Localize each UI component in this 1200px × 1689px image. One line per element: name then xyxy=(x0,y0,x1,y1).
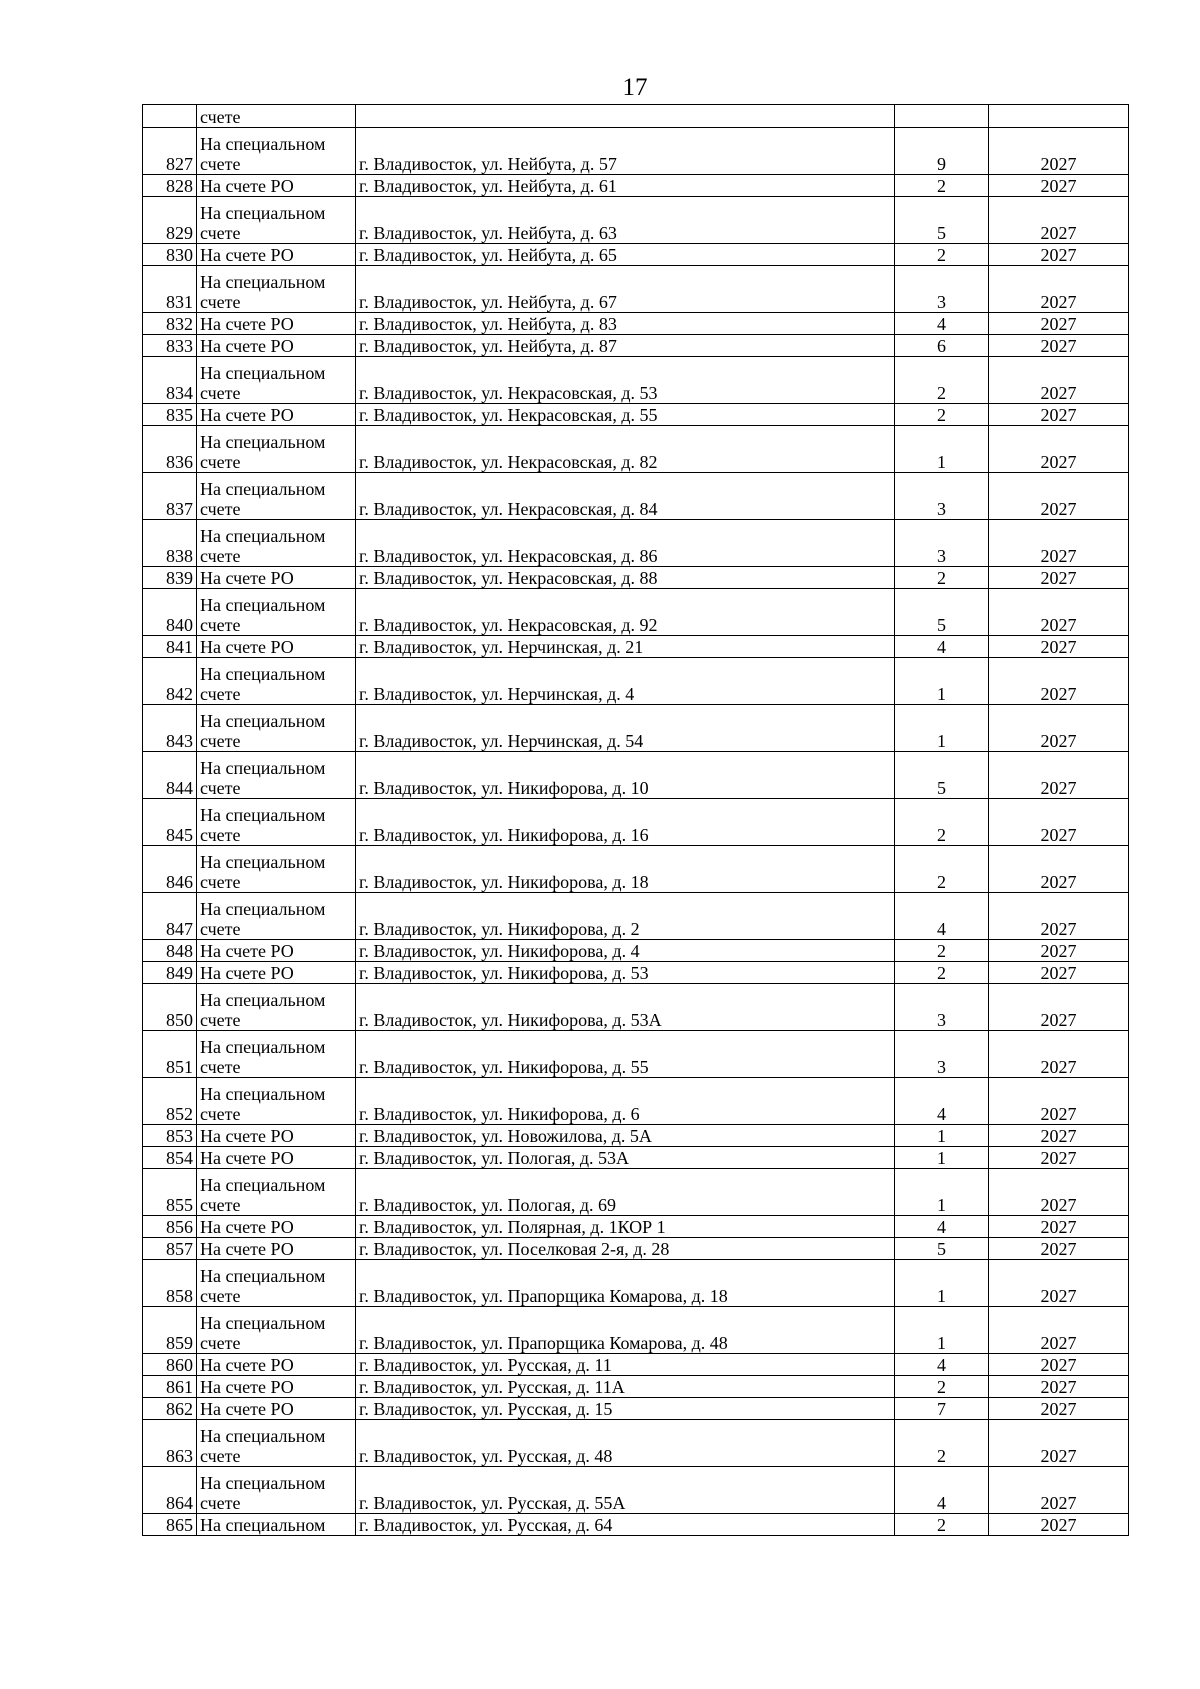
building-address-cell: г. Владивосток, ул. Пологая, д. 53А xyxy=(356,1147,895,1169)
table-row xyxy=(143,1420,1129,1467)
funding-method-cell: На счете РО xyxy=(197,1398,356,1420)
row-number-cell: 843 xyxy=(143,705,197,752)
table-row xyxy=(143,984,1129,1031)
table-row xyxy=(143,1260,1129,1307)
quantity-cell: 5 xyxy=(895,589,989,636)
quantity-cell: 5 xyxy=(895,752,989,799)
quantity-cell: 3 xyxy=(895,266,989,313)
table-row xyxy=(143,266,1129,313)
row-number-cell: 845 xyxy=(143,799,197,846)
row-number-cell: 832 xyxy=(143,313,197,335)
planned-year-cell: 2027 xyxy=(989,1031,1129,1078)
row-number-cell: 854 xyxy=(143,1147,197,1169)
quantity-cell: 2 xyxy=(895,940,989,962)
page-number: 17 xyxy=(622,74,648,101)
quantity-cell: 2 xyxy=(895,404,989,426)
building-address-cell: г. Владивосток, ул. Русская, д. 15 xyxy=(356,1398,895,1420)
quantity-cell: 1 xyxy=(895,658,989,705)
building-address-cell: г. Владивосток, ул. Никифорова, д. 16 xyxy=(356,799,895,846)
building-address-cell: г. Владивосток, ул. Новожилова, д. 5А xyxy=(356,1125,895,1147)
table-row xyxy=(143,1514,1129,1536)
row-number-cell: 848 xyxy=(143,940,197,962)
funding-method-cell: На специальном счете xyxy=(197,752,356,799)
building-address-cell: г. Владивосток, ул. Никифорова, д. 18 xyxy=(356,846,895,893)
row-number-cell: 856 xyxy=(143,1216,197,1238)
building-address-cell: г. Владивосток, ул. Прапорщика Комарова, д. 18 xyxy=(356,1260,895,1307)
table-row xyxy=(143,520,1129,567)
funding-method-cell: На специальном счете xyxy=(197,1078,356,1125)
building-address-cell: г. Владивосток, ул. Пологая, д. 69 xyxy=(356,1169,895,1216)
funding-method-cell: На специальном счете xyxy=(197,799,356,846)
planned-year-cell: 2027 xyxy=(989,1238,1129,1260)
planned-year-cell: 2027 xyxy=(989,1514,1129,1536)
building-address-cell: г. Владивосток, ул. Некрасовская, д. 53 xyxy=(356,357,895,404)
table-row xyxy=(143,962,1129,984)
funding-method-cell: На специальном счете xyxy=(197,1031,356,1078)
building-address-cell: г. Владивосток, ул. Прапорщика Комарова, д. 48 xyxy=(356,1307,895,1354)
building-address-cell: г. Владивосток, ул. Русская, д. 11А xyxy=(356,1376,895,1398)
row-number-cell: 840 xyxy=(143,589,197,636)
building-address-cell: г. Владивосток, ул. Никифорова, д. 2 xyxy=(356,893,895,940)
quantity-cell: 4 xyxy=(895,1216,989,1238)
building-address-cell: г. Владивосток, ул. Русская, д. 11 xyxy=(356,1354,895,1376)
table-row xyxy=(143,705,1129,752)
planned-year-cell: 2027 xyxy=(989,846,1129,893)
table-row xyxy=(143,335,1129,357)
planned-year-cell: 2027 xyxy=(989,1420,1129,1467)
building-address-cell: г. Владивосток, ул. Нейбута, д. 61 xyxy=(356,175,895,197)
funding-method-cell: На счете РО xyxy=(197,1238,356,1260)
planned-year-cell: 2027 xyxy=(989,197,1129,244)
funding-method-cell: На счете РО xyxy=(197,940,356,962)
row-number-cell: 831 xyxy=(143,266,197,313)
registry-table-body xyxy=(143,105,1129,1536)
building-address-cell: г. Владивосток, ул. Никифорова, д. 53А xyxy=(356,984,895,1031)
building-address-cell: г. Владивосток, ул. Некрасовская, д. 86 xyxy=(356,520,895,567)
funding-method-cell: На специальном счете xyxy=(197,893,356,940)
funding-method-cell: На счете РО xyxy=(197,636,356,658)
planned-year-cell: 2027 xyxy=(989,1078,1129,1125)
funding-method-cell: На счете РО xyxy=(197,1125,356,1147)
row-number-cell: 861 xyxy=(143,1376,197,1398)
quantity-cell: 6 xyxy=(895,335,989,357)
building-address-cell: г. Владивосток, ул. Русская, д. 64 xyxy=(356,1514,895,1536)
quantity-cell: 3 xyxy=(895,1031,989,1078)
table-row xyxy=(143,658,1129,705)
table-row xyxy=(143,1125,1129,1147)
building-address-cell: г. Владивосток, ул. Нерчинская, д. 21 xyxy=(356,636,895,658)
funding-method-cell: На счете РО xyxy=(197,1354,356,1376)
building-address-cell: г. Владивосток, ул. Поселковая 2-я, д. 28 xyxy=(356,1238,895,1260)
building-address-cell xyxy=(356,105,895,128)
planned-year-cell: 2027 xyxy=(989,175,1129,197)
funding-method-cell: На специальном счете xyxy=(197,197,356,244)
table-row xyxy=(143,846,1129,893)
quantity-cell: 4 xyxy=(895,1467,989,1514)
row-number-cell: 859 xyxy=(143,1307,197,1354)
building-address-cell: г. Владивосток, ул. Некрасовская, д. 55 xyxy=(356,404,895,426)
quantity-cell: 2 xyxy=(895,175,989,197)
table-row xyxy=(143,105,1129,128)
funding-method-cell: На специальном счете xyxy=(197,589,356,636)
row-number-cell: 839 xyxy=(143,567,197,589)
quantity-cell: 9 xyxy=(895,128,989,175)
building-address-cell: г. Владивосток, ул. Некрасовская, д. 92 xyxy=(356,589,895,636)
table-row xyxy=(143,197,1129,244)
planned-year-cell: 2027 xyxy=(989,1260,1129,1307)
table-row xyxy=(143,799,1129,846)
planned-year-cell: 2027 xyxy=(989,335,1129,357)
building-address-cell: г. Владивосток, ул. Никифорова, д. 55 xyxy=(356,1031,895,1078)
building-address-cell: г. Владивосток, ул. Некрасовская, д. 88 xyxy=(356,567,895,589)
quantity-cell: 1 xyxy=(895,1260,989,1307)
planned-year-cell: 2027 xyxy=(989,1125,1129,1147)
building-address-cell: г. Владивосток, ул. Нейбута, д. 63 xyxy=(356,197,895,244)
table-row xyxy=(143,1078,1129,1125)
funding-method-cell: На специальном xyxy=(197,1514,356,1536)
row-number-cell: 833 xyxy=(143,335,197,357)
table-row xyxy=(143,1238,1129,1260)
funding-method-cell: На специальном счете xyxy=(197,1169,356,1216)
row-number-cell: 851 xyxy=(143,1031,197,1078)
planned-year-cell: 2027 xyxy=(989,658,1129,705)
planned-year-cell: 2027 xyxy=(989,752,1129,799)
funding-method-cell: счете xyxy=(197,105,356,128)
building-address-cell: г. Владивосток, ул. Русская, д. 55А xyxy=(356,1467,895,1514)
row-number-cell: 829 xyxy=(143,197,197,244)
planned-year-cell: 2027 xyxy=(989,589,1129,636)
row-number-cell xyxy=(143,105,197,128)
building-address-cell: г. Владивосток, ул. Нерчинская, д. 4 xyxy=(356,658,895,705)
quantity-cell: 4 xyxy=(895,1354,989,1376)
row-number-cell: 850 xyxy=(143,984,197,1031)
quantity-cell: 2 xyxy=(895,846,989,893)
planned-year-cell: 2027 xyxy=(989,1376,1129,1398)
planned-year-cell: 2027 xyxy=(989,473,1129,520)
building-address-cell: г. Владивосток, ул. Нейбута, д. 83 xyxy=(356,313,895,335)
quantity-cell: 1 xyxy=(895,1169,989,1216)
row-number-cell: 841 xyxy=(143,636,197,658)
planned-year-cell: 2027 xyxy=(989,962,1129,984)
planned-year-cell: 2027 xyxy=(989,1307,1129,1354)
row-number-cell: 836 xyxy=(143,426,197,473)
row-number-cell: 827 xyxy=(143,128,197,175)
quantity-cell: 3 xyxy=(895,520,989,567)
quantity-cell xyxy=(895,105,989,128)
quantity-cell: 2 xyxy=(895,1376,989,1398)
row-number-cell: 863 xyxy=(143,1420,197,1467)
planned-year-cell: 2027 xyxy=(989,1354,1129,1376)
quantity-cell: 3 xyxy=(895,473,989,520)
funding-method-cell: На специальном счете xyxy=(197,1307,356,1354)
funding-method-cell: На специальном счете xyxy=(197,846,356,893)
table-row xyxy=(143,404,1129,426)
table-row xyxy=(143,589,1129,636)
quantity-cell: 2 xyxy=(895,357,989,404)
row-number-cell: 837 xyxy=(143,473,197,520)
quantity-cell: 4 xyxy=(895,893,989,940)
table-row xyxy=(143,1216,1129,1238)
table-row xyxy=(143,128,1129,175)
planned-year-cell: 2027 xyxy=(989,426,1129,473)
funding-method-cell: На счете РО xyxy=(197,244,356,266)
funding-method-cell: На счете РО xyxy=(197,335,356,357)
table-row xyxy=(143,473,1129,520)
building-address-cell: г. Владивосток, ул. Некрасовская, д. 82 xyxy=(356,426,895,473)
row-number-cell: 858 xyxy=(143,1260,197,1307)
quantity-cell: 3 xyxy=(895,984,989,1031)
quantity-cell: 5 xyxy=(895,197,989,244)
building-address-cell: г. Владивосток, ул. Некрасовская, д. 84 xyxy=(356,473,895,520)
table-row xyxy=(143,1354,1129,1376)
building-address-cell: г. Владивосток, ул. Никифорова, д. 6 xyxy=(356,1078,895,1125)
planned-year-cell: 2027 xyxy=(989,1169,1129,1216)
funding-method-cell: На счете РО xyxy=(197,404,356,426)
quantity-cell: 4 xyxy=(895,313,989,335)
building-address-cell: г. Владивосток, ул. Русская, д. 48 xyxy=(356,1420,895,1467)
planned-year-cell: 2027 xyxy=(989,1467,1129,1514)
table-row xyxy=(143,1307,1129,1354)
planned-year-cell: 2027 xyxy=(989,984,1129,1031)
table-row xyxy=(143,426,1129,473)
building-address-cell: г. Владивосток, ул. Никифорова, д. 10 xyxy=(356,752,895,799)
registry-table xyxy=(142,104,1129,1536)
planned-year-cell: 2027 xyxy=(989,266,1129,313)
funding-method-cell: На специальном счете xyxy=(197,266,356,313)
table-row xyxy=(143,313,1129,335)
planned-year-cell: 2027 xyxy=(989,404,1129,426)
quantity-cell: 1 xyxy=(895,426,989,473)
quantity-cell: 7 xyxy=(895,1398,989,1420)
funding-method-cell: На специальном счете xyxy=(197,1420,356,1467)
planned-year-cell xyxy=(989,105,1129,128)
building-address-cell: г. Владивосток, ул. Нейбута, д. 87 xyxy=(356,335,895,357)
funding-method-cell: На специальном счете xyxy=(197,984,356,1031)
planned-year-cell: 2027 xyxy=(989,940,1129,962)
funding-method-cell: На специальном счете xyxy=(197,128,356,175)
table-row xyxy=(143,1031,1129,1078)
funding-method-cell: На счете РО xyxy=(197,567,356,589)
row-number-cell: 842 xyxy=(143,658,197,705)
planned-year-cell: 2027 xyxy=(989,128,1129,175)
row-number-cell: 835 xyxy=(143,404,197,426)
building-address-cell: г. Владивосток, ул. Никифорова, д. 4 xyxy=(356,940,895,962)
row-number-cell: 838 xyxy=(143,520,197,567)
quantity-cell: 4 xyxy=(895,1078,989,1125)
row-number-cell: 853 xyxy=(143,1125,197,1147)
quantity-cell: 4 xyxy=(895,636,989,658)
planned-year-cell: 2027 xyxy=(989,893,1129,940)
table-row xyxy=(143,636,1129,658)
planned-year-cell: 2027 xyxy=(989,357,1129,404)
funding-method-cell: На специальном счете xyxy=(197,473,356,520)
row-number-cell: 834 xyxy=(143,357,197,404)
table-row xyxy=(143,1398,1129,1420)
quantity-cell: 2 xyxy=(895,567,989,589)
quantity-cell: 1 xyxy=(895,705,989,752)
row-number-cell: 864 xyxy=(143,1467,197,1514)
funding-method-cell: На счете РО xyxy=(197,1216,356,1238)
building-address-cell: г. Владивосток, ул. Полярная, д. 1КОР 1 xyxy=(356,1216,895,1238)
row-number-cell: 862 xyxy=(143,1398,197,1420)
planned-year-cell: 2027 xyxy=(989,1216,1129,1238)
row-number-cell: 860 xyxy=(143,1354,197,1376)
quantity-cell: 5 xyxy=(895,1238,989,1260)
funding-method-cell: На специальном счете xyxy=(197,658,356,705)
row-number-cell: 849 xyxy=(143,962,197,984)
table-row xyxy=(143,1376,1129,1398)
funding-method-cell: На счете РО xyxy=(197,1376,356,1398)
table-row xyxy=(143,244,1129,266)
row-number-cell: 846 xyxy=(143,846,197,893)
funding-method-cell: На специальном счете xyxy=(197,520,356,567)
planned-year-cell: 2027 xyxy=(989,1398,1129,1420)
funding-method-cell: На счете РО xyxy=(197,175,356,197)
table-row xyxy=(143,1467,1129,1514)
funding-method-cell: На специальном счете xyxy=(197,705,356,752)
planned-year-cell: 2027 xyxy=(989,1147,1129,1169)
quantity-cell: 2 xyxy=(895,962,989,984)
table-row xyxy=(143,752,1129,799)
building-address-cell: г. Владивосток, ул. Нейбута, д. 67 xyxy=(356,266,895,313)
table-row xyxy=(143,357,1129,404)
building-address-cell: г. Владивосток, ул. Никифорова, д. 53 xyxy=(356,962,895,984)
row-number-cell: 847 xyxy=(143,893,197,940)
table-row xyxy=(143,1169,1129,1216)
planned-year-cell: 2027 xyxy=(989,705,1129,752)
funding-method-cell: На счете РО xyxy=(197,313,356,335)
funding-method-cell: На специальном счете xyxy=(197,357,356,404)
table-row xyxy=(143,567,1129,589)
funding-method-cell: На специальном счете xyxy=(197,426,356,473)
row-number-cell: 852 xyxy=(143,1078,197,1125)
funding-method-cell: На счете РО xyxy=(197,962,356,984)
funding-method-cell: На счете РО xyxy=(197,1147,356,1169)
row-number-cell: 857 xyxy=(143,1238,197,1260)
funding-method-cell: На специальном счете xyxy=(197,1467,356,1514)
planned-year-cell: 2027 xyxy=(989,567,1129,589)
table-row xyxy=(143,940,1129,962)
quantity-cell: 2 xyxy=(895,1420,989,1467)
building-address-cell: г. Владивосток, ул. Нейбута, д. 57 xyxy=(356,128,895,175)
planned-year-cell: 2027 xyxy=(989,799,1129,846)
building-address-cell: г. Владивосток, ул. Нерчинская, д. 54 xyxy=(356,705,895,752)
row-number-cell: 828 xyxy=(143,175,197,197)
table-row xyxy=(143,1147,1129,1169)
planned-year-cell: 2027 xyxy=(989,520,1129,567)
planned-year-cell: 2027 xyxy=(989,636,1129,658)
quantity-cell: 1 xyxy=(895,1147,989,1169)
table-row xyxy=(143,175,1129,197)
row-number-cell: 865 xyxy=(143,1514,197,1536)
building-address-cell: г. Владивосток, ул. Нейбута, д. 65 xyxy=(356,244,895,266)
row-number-cell: 855 xyxy=(143,1169,197,1216)
row-number-cell: 830 xyxy=(143,244,197,266)
row-number-cell: 844 xyxy=(143,752,197,799)
planned-year-cell: 2027 xyxy=(989,313,1129,335)
quantity-cell: 1 xyxy=(895,1125,989,1147)
funding-method-cell: На специальном счете xyxy=(197,1260,356,1307)
planned-year-cell: 2027 xyxy=(989,244,1129,266)
quantity-cell: 2 xyxy=(895,244,989,266)
quantity-cell: 2 xyxy=(895,1514,989,1536)
quantity-cell: 2 xyxy=(895,799,989,846)
quantity-cell: 1 xyxy=(895,1307,989,1354)
table-row xyxy=(143,893,1129,940)
